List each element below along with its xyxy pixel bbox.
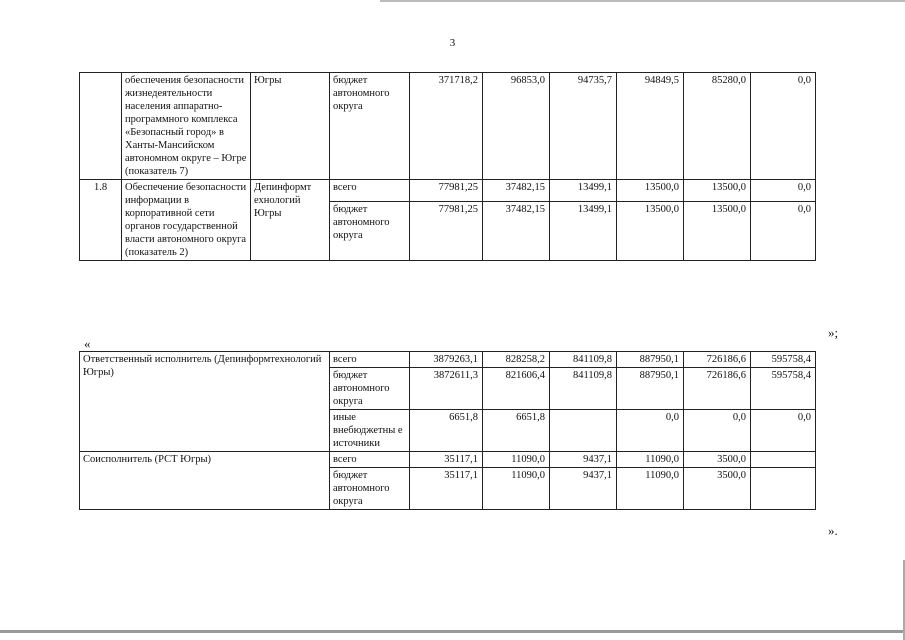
- funding-source-cell: бюджет автономного округа: [330, 202, 410, 261]
- measure-name-cell: Обеспечение безопасности информации в корпоративной сети органов государственной власти автономного округа (показатель 2): [122, 180, 251, 261]
- program-table-part2: [79, 351, 816, 510]
- amount-cell: 0,0: [751, 180, 816, 202]
- amount-cell: 11090,0: [617, 468, 684, 510]
- funding-source-cell: бюджет автономного округа: [330, 368, 410, 410]
- row-number-cell: [80, 73, 122, 180]
- amount-cell: 841109,8: [550, 368, 617, 410]
- funding-source-cell: всего: [330, 180, 410, 202]
- closing-quote-1: »;: [828, 325, 839, 340]
- scan-edge-top: [380, 0, 905, 2]
- table-row: [80, 452, 816, 468]
- amount-cell: 37482,15: [483, 180, 550, 202]
- funding-source-cell: иные внебюджетны е источники: [330, 410, 410, 452]
- table-row: [80, 352, 816, 368]
- amount-cell: 841109,8: [550, 352, 617, 368]
- amount-cell: 726186,6: [684, 368, 751, 410]
- amount-cell: 0,0: [617, 410, 684, 452]
- amount-cell: 11090,0: [483, 452, 550, 468]
- amount-cell: 0,0: [751, 410, 816, 452]
- table-row: [80, 73, 816, 180]
- scan-edge-bottom: [0, 630, 905, 633]
- amount-cell: 9437,1: [550, 452, 617, 468]
- amount-cell: 887950,1: [617, 368, 684, 410]
- amount-cell: [751, 468, 816, 510]
- amount-cell: [751, 452, 816, 468]
- program-table-part1: [79, 72, 816, 261]
- amount-cell: 726186,6: [684, 352, 751, 368]
- amount-cell: 595758,4: [751, 368, 816, 410]
- opening-quote: «: [84, 336, 91, 351]
- funding-source-cell: бюджет автономного округа: [330, 73, 410, 180]
- executor-group-cell: Ответственный исполнитель (Депинформтехнологий Югры): [80, 352, 330, 452]
- funding-source-cell: бюджет автономного округа: [330, 468, 410, 510]
- amount-cell: 13500,0: [684, 202, 751, 261]
- amount-cell: 0,0: [751, 202, 816, 261]
- amount-cell: 11090,0: [483, 468, 550, 510]
- amount-cell: 13499,1: [550, 202, 617, 261]
- table-row: [80, 180, 816, 202]
- amount-cell: 0,0: [684, 410, 751, 452]
- amount-cell: [550, 410, 617, 452]
- amount-cell: 77981,25: [410, 202, 483, 261]
- amount-cell: 11090,0: [617, 452, 684, 468]
- amount-cell: 94735,7: [550, 73, 617, 180]
- amount-cell: 94849,5: [617, 73, 684, 180]
- page-number: 3: [449, 37, 456, 49]
- amount-cell: 13500,0: [684, 180, 751, 202]
- amount-cell: 371718,2: [410, 73, 483, 180]
- amount-cell: 6651,8: [410, 410, 483, 452]
- amount-cell: 85280,0: [684, 73, 751, 180]
- amount-cell: 77981,25: [410, 180, 483, 202]
- amount-cell: 821606,4: [483, 368, 550, 410]
- amount-cell: 35117,1: [410, 468, 483, 510]
- amount-cell: 3500,0: [684, 468, 751, 510]
- executor-group-cell: Соисполнитель (РСТ Югры): [80, 452, 330, 510]
- amount-cell: 595758,4: [751, 352, 816, 368]
- funding-source-cell: всего: [330, 452, 410, 468]
- amount-cell: 9437,1: [550, 468, 617, 510]
- amount-cell: 887950,1: [617, 352, 684, 368]
- funding-source-cell: всего: [330, 352, 410, 368]
- executor-cell: Депинформт ехнологий Югры: [251, 180, 330, 261]
- amount-cell: 0,0: [751, 73, 816, 180]
- amount-cell: 13500,0: [617, 180, 684, 202]
- measure-name-cell: обеспечения безопасности жизнедеятельности населения аппаратно-программного комплекса «Безопасный город» в Ханты-Мансийском автономном округе – Югре (показатель 7): [122, 73, 251, 180]
- amount-cell: 6651,8: [483, 410, 550, 452]
- amount-cell: 3872611,3: [410, 368, 483, 410]
- amount-cell: 13500,0: [617, 202, 684, 261]
- executor-cell: Югры: [251, 73, 330, 180]
- amount-cell: 37482,15: [483, 202, 550, 261]
- amount-cell: 96853,0: [483, 73, 550, 180]
- amount-cell: 828258,2: [483, 352, 550, 368]
- row-number-cell: 1.8: [80, 180, 122, 261]
- amount-cell: 35117,1: [410, 452, 483, 468]
- amount-cell: 3879263,1: [410, 352, 483, 368]
- amount-cell: 3500,0: [684, 452, 751, 468]
- closing-quote-2: ».: [828, 523, 838, 538]
- amount-cell: 13499,1: [550, 180, 617, 202]
